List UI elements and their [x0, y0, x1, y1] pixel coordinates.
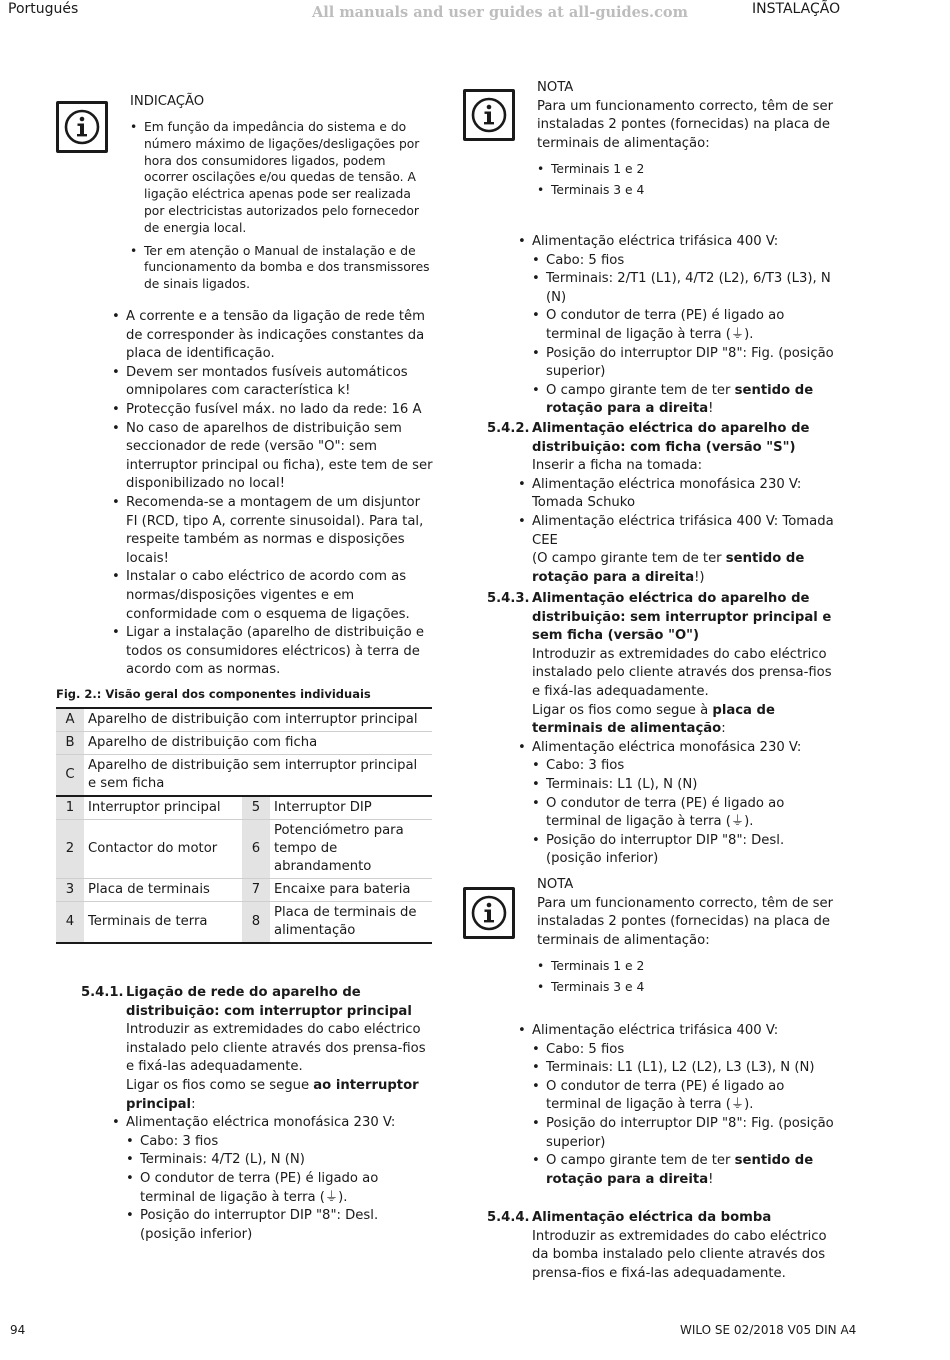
- list-item: • Recomenda-se a montagem de um disjuntor FI (RCD, tipo A, corrente sinusoidal). Para tal, respeite também as normas e disposições locais!: [112, 494, 434, 568]
- table-cell-key: 2: [56, 820, 84, 879]
- list-item: • Terminais 1 e 2: [537, 161, 837, 178]
- table-cell-key: B: [56, 732, 84, 755]
- section-intro: Introduzir as extremidades do cabo eléctrico da bomba instalado pelo cliente através dos prensa-fios e fixá-las adequadamente.: [532, 1228, 827, 1281]
- list-item: • Cabo: 5 fios: [532, 1041, 840, 1060]
- table-row: [56, 796, 432, 820]
- section-title: Alimentação eléctrica do aparelho de distribuição: sem interruptor principal e sem ficha (versão "O"): [532, 591, 832, 644]
- table-cell-key: 5: [242, 796, 270, 820]
- list-item: • Posição do interruptor DIP "8": Desl. (posição inferior): [532, 832, 842, 869]
- section-title: Alimentação eléctrica do aparelho de distribuição: com ficha (versão "S"): [532, 421, 810, 455]
- list-item: • A corrente e a tensão da ligação de rede têm de corresponder às indicações constantes da placa de identificação.: [112, 308, 434, 364]
- list-item: • O campo girante tem de ter sentido de rotação para a direita!: [532, 1152, 840, 1189]
- note-text: Para um funcionamento correcto, têm de ser instaladas 2 pontes (fornecidas) na placa de terminais de alimentação:: [537, 895, 834, 948]
- list-item: • No caso de aparelhos de distribuição sem seccionador de rede (versão "O": sem interruptor principal ou ficha), este tem de ser disponibilizado no local!: [112, 420, 434, 494]
- list-item: • Cabo: 3 fios: [532, 757, 842, 776]
- list-item: • Cabo: 3 fios: [126, 1133, 436, 1152]
- list-item: • Posição do interruptor DIP "8": Desl. (posição inferior): [126, 1207, 436, 1244]
- list-item: • Terminais 1 e 2: [537, 958, 837, 975]
- list-item: • Alimentação eléctrica monofásica 230 V: • Cabo: 3 fios • Terminais: L1 (L), N (N) • O condutor de terra (PE) é ligado ao terminal de ligação à terra (⏚). • Posição do interruptor DIP "8": Desl. (posição inferior): [518, 739, 842, 869]
- list-item: • O condutor de terra (PE) é ligado ao terminal de ligação à terra (⏚).: [532, 307, 840, 344]
- section-5-4-4: [487, 1209, 842, 1283]
- table-cell-text: Interruptor principal: [84, 796, 242, 820]
- note-title: NOTA: [537, 80, 574, 95]
- watermark: All manuals and user guides at all-guides.com: [312, 4, 688, 21]
- notice-item: • Em função da impedância do sistema e do número máximo de ligações/desligações por hora dos consumidores ligados, podem ocorrer oscilações e/ou quedas de tensão. A ligação eléctrica apenas pode ser realizada por electricistas autorizados pelo fornecedor de energia local.: [130, 119, 430, 237]
- table-row: [56, 879, 432, 902]
- list-item: • Alimentação eléctrica trifásica 400 V: Tomada CEE (O campo girante tem de ter sentido de rotação para a direita!): [518, 513, 842, 587]
- list-item: • Alimentação eléctrica monofásica 230 V: • Cabo: 3 fios • Terminais: 4/T2 (L), N (N) • O condutor de terra (PE) é ligado ao terminal de ligação à terra (⏚). • Posição do interruptor DIP "8": Desl. (posição inferior): [112, 1114, 436, 1244]
- table-row: [56, 902, 432, 944]
- header-language: Portugués: [8, 1, 79, 17]
- list-item: • Devem ser montados fusíveis automáticos omnipolares com característica k!: [112, 364, 434, 401]
- page-number: 94: [10, 1323, 26, 1337]
- three-phase-supply-2: [518, 1022, 840, 1189]
- table-cell-key: 4: [56, 902, 84, 944]
- section-number: 5.4.1.: [81, 985, 124, 1000]
- document-id: WILO SE 02/2018 V05 DIN A4: [680, 1323, 857, 1337]
- table-cell-text: Interruptor DIP: [270, 796, 432, 820]
- list-item: • Alimentação eléctrica trifásica 400 V: • Cabo: 5 fios • Terminais: 2/T1 (L1), 4/T2 (L2), 6/T3 (L3), N (N) • O condutor de terra (PE) é ligado ao terminal de ligação à terra (⏚). • Posição do interruptor DIP "8": Fig. (posição superior) • O campo girante tem de ter sentido de rotação para a direita!: [518, 233, 840, 419]
- section-number: 5.4.2.: [487, 421, 530, 436]
- list-item: • Alimentação eléctrica trifásica 400 V: • Cabo: 5 fios • Terminais: L1 (L1), L2 (L2), L3 (L3), N (N) • O condutor de terra (PE) é ligado ao terminal de ligação à terra (⏚). • Posição do interruptor DIP "8": Fig. (posição superior) • O campo girante tem de ter sentido de rotação para a direita!: [518, 1022, 840, 1189]
- components-table: [56, 707, 432, 944]
- list-item: • Instalar o cabo eléctrico de acordo com as normas/disposições vigentes e em conformidade com o esquema de ligações.: [112, 568, 434, 624]
- list-item: • Cabo: 5 fios: [532, 252, 840, 271]
- note-text: Para um funcionamento correcto, têm de ser instaladas 2 pontes (fornecidas) na placa de terminais de alimentação:: [537, 98, 834, 151]
- info-icon: [463, 887, 515, 939]
- three-phase-supply-1: [518, 233, 840, 419]
- list-item: • O condutor de terra (PE) é ligado ao terminal de ligação à terra (⏚).: [532, 1078, 840, 1115]
- list-item: • Posição do interruptor DIP "8": Fig. (posição superior): [532, 345, 840, 382]
- list-item: • Terminais: 4/T2 (L), N (N): [126, 1151, 436, 1170]
- section-title: Ligação de rede do aparelho de distribuição: com interruptor principal: [126, 985, 412, 1019]
- table-cell-text: Placa de terminais: [84, 879, 242, 902]
- section-5-4-1: [81, 984, 436, 1244]
- table-cell-text: Placa de terminais de alimentação: [270, 902, 432, 944]
- table-cell-text: Encaixe para bateria: [270, 879, 432, 902]
- section-intro: Introduzir as extremidades do cabo eléctrico instalado pelo cliente através dos prensa-fios e fixá-las adequadamente.: [126, 1022, 426, 1075]
- table-cell-key: 8: [242, 902, 270, 944]
- table-cell-key: 3: [56, 879, 84, 902]
- info-icon: [463, 89, 515, 141]
- requirements-list: [112, 308, 434, 680]
- section-5-4-3: [487, 590, 842, 869]
- table-cell-text: Aparelho de distribuição sem interruptor principal e sem ficha: [84, 755, 432, 797]
- list-item: • Terminais: L1 (L), N (N): [532, 776, 842, 795]
- notice-title: INDICAÇÃO: [130, 94, 205, 109]
- table-row: [56, 755, 432, 797]
- table-row: [56, 820, 432, 879]
- table-cell-key: 1: [56, 796, 84, 820]
- table-cell-key: 6: [242, 820, 270, 879]
- note-2: [537, 876, 837, 996]
- figure-caption: Fig. 2.: Visão geral dos componentes individuais: [56, 687, 371, 701]
- list-item: • Protecção fusível máx. no lado da rede: 16 A: [112, 401, 434, 420]
- table-cell-key: A: [56, 708, 84, 732]
- table-cell-text: Potenciómetro para tempo de abrandamento: [270, 820, 432, 879]
- list-item: • O campo girante tem de ter sentido de rotação para a direita!: [532, 382, 840, 419]
- section-number: 5.4.4.: [487, 1210, 530, 1225]
- section-title: Alimentação eléctrica da bomba: [532, 1210, 772, 1225]
- section-connect: Ligar os fios como se segue ao interruptor principal:: [126, 1077, 419, 1112]
- section-intro: Introduzir as extremidades do cabo eléctrico instalado pelo cliente através dos prensa-fios e fixá-las adequadamente.: [532, 646, 832, 699]
- list-item: • Terminais: 2/T1 (L1), 4/T2 (L2), 6/T3 (L3), N (N): [532, 270, 840, 307]
- table-cell-text: Aparelho de distribuição com ficha: [84, 732, 432, 755]
- notice-list: [130, 119, 430, 293]
- table-row: [56, 732, 432, 755]
- list-item: • Terminais 3 e 4: [537, 979, 837, 996]
- list-item: • Alimentação eléctrica monofásica 230 V: Tomada Schuko: [518, 476, 842, 513]
- table-row: [56, 708, 432, 732]
- table-cell-text: Contactor do motor: [84, 820, 242, 879]
- list-item: • Ligar a instalação (aparelho de distribuição e todos os consumidores eléctricos) à terra de acordo com as normas.: [112, 624, 434, 680]
- note-1: [537, 79, 837, 199]
- section-connect: Ligar os fios como segue à placa de terminais de alimentação:: [532, 702, 775, 737]
- list-item: • Terminais 3 e 4: [537, 182, 837, 199]
- table-cell-text: Terminais de terra: [84, 902, 242, 944]
- section-5-4-2: [487, 420, 842, 587]
- section-number: 5.4.3.: [487, 591, 530, 606]
- note-title: NOTA: [537, 877, 574, 892]
- section-intro: Inserir a ficha na tomada:: [532, 458, 703, 474]
- list-item: • O condutor de terra (PE) é ligado ao terminal de ligação à terra (⏚).: [126, 1170, 436, 1207]
- info-icon: [56, 101, 108, 153]
- notice-item: • Ter em atenção o Manual de instalação e de funcionamento da bomba e dos transmissores de sinais ligados.: [130, 243, 430, 293]
- header-section: INSTALAÇÃO: [752, 1, 841, 17]
- table-cell-key: C: [56, 755, 84, 797]
- table-cell-key: 7: [242, 879, 270, 902]
- table-cell-text: Aparelho de distribuição com interruptor principal: [84, 708, 432, 732]
- list-item: • Terminais: L1 (L1), L2 (L2), L3 (L3), N (N): [532, 1059, 840, 1078]
- list-item: • O condutor de terra (PE) é ligado ao terminal de ligação à terra (⏚).: [532, 795, 842, 832]
- list-item: • Posição do interruptor DIP "8": Fig. (posição superior): [532, 1115, 840, 1152]
